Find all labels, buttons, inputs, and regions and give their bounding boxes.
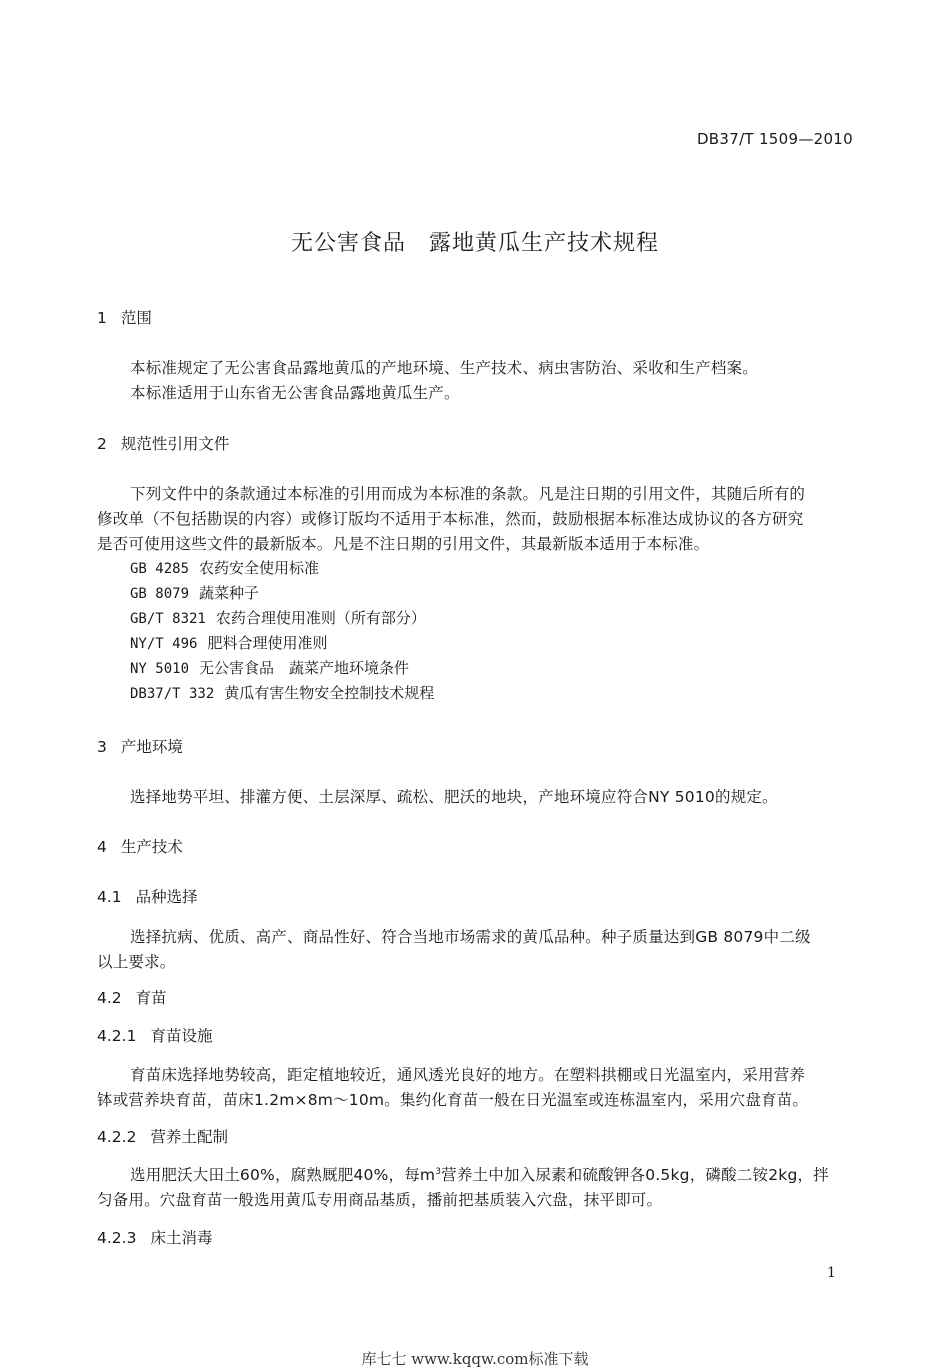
subsection-title: 品种选择 xyxy=(135,888,198,906)
paragraph-line: 钵或营养块育苗，苗床1.2m×8m～10m。集约化育苗一般在日光温室或连栋温室内，采用穴盘育苗。 xyxy=(97,1091,809,1109)
subsection-number: 4.1 xyxy=(97,888,122,906)
subsection-heading xyxy=(97,1024,212,1046)
paragraph-line: 育苗床选择地势较高，距定植地较近，通风透光良好的地方。在塑料拱棚或日光温室内，采用营养 xyxy=(130,1066,806,1084)
reference-name: 肥料合理使用准则 xyxy=(207,634,328,652)
section-number: 3 xyxy=(97,738,107,756)
paragraph-line xyxy=(130,1163,829,1185)
section-heading xyxy=(97,835,183,857)
paragraph: 本标准适用于山东省无公害食品露地黄瓜生产。 xyxy=(130,384,460,402)
section-title: 产地环境 xyxy=(120,738,183,756)
subsection-heading xyxy=(97,1125,228,1147)
paragraph: 选择地势平坦、排灌方便、土层深厚、疏松、肥沃的地块，产地环境应符合NY 5010的规定。 xyxy=(130,788,778,806)
reference-code: GB 4285 xyxy=(130,561,190,577)
subsection-title: 育苗 xyxy=(135,989,167,1007)
subsection-heading xyxy=(97,986,167,1008)
paragraph: 本标准规定了无公害食品露地黄瓜的产地环境、生产技术、病虫害防治、采收和生产档案。 xyxy=(130,359,759,377)
paragraph-line: 选择抗病、优质、高产、商品性好、符合当地市场需求的黄瓜品种。种子质量达到GB 8079中二级 xyxy=(130,928,811,946)
reference-item xyxy=(130,607,426,628)
page-number: 1 xyxy=(827,1265,836,1281)
subsection-heading xyxy=(97,1226,212,1248)
superscript: 3 xyxy=(435,1166,442,1177)
subsection-number: 4.2 xyxy=(97,989,122,1007)
reference-code: DB37/T 332 xyxy=(130,686,215,702)
section-number: 4 xyxy=(97,838,107,856)
reference-name: 黄瓜有害生物安全控制技术规程 xyxy=(224,684,435,702)
reference-code: GB/T 8321 xyxy=(130,611,206,627)
subsection-number: 4.2.3 xyxy=(97,1229,137,1247)
subsection-title: 育苗设施 xyxy=(150,1027,213,1045)
reference-code: NY 5010 xyxy=(130,661,190,677)
subsection-heading xyxy=(97,885,198,907)
footer-watermark: 库七七 www.kqqw.com标准下载 xyxy=(361,1350,589,1368)
section-heading xyxy=(97,735,183,757)
section-number: 1 xyxy=(97,309,107,327)
reference-name: 农药合理使用准则（所有部分） xyxy=(215,609,426,627)
section-heading xyxy=(97,432,229,454)
section-title: 范围 xyxy=(120,309,152,327)
document-code: DB37/T 1509—2010 xyxy=(696,130,853,148)
subsection-title: 床土消毒 xyxy=(150,1229,213,1247)
reference-item xyxy=(130,557,319,578)
reference-name: 农药安全使用标准 xyxy=(199,559,320,577)
text-segment: 选用肥沃大田土60%，腐熟厩肥40%，每m xyxy=(130,1166,436,1184)
paragraph-line: 以上要求。 xyxy=(97,953,176,971)
section-title: 规范性引用文件 xyxy=(120,435,230,453)
subsection-number: 4.2.2 xyxy=(97,1128,137,1146)
section-number: 2 xyxy=(97,435,107,453)
reference-item xyxy=(130,582,259,603)
reference-name: 蔬菜种子 xyxy=(199,584,260,602)
paragraph-line: 下列文件中的条款通过本标准的引用而成为本标准的条款。凡是注日期的引用文件，其随后所有的 xyxy=(130,485,806,503)
paragraph-line: 匀备用。穴盘育苗一般选用黄瓜专用商品基质，播前把基质装入穴盘，抹平即可。 xyxy=(97,1191,663,1209)
reference-item xyxy=(130,657,409,678)
reference-code: GB 8079 xyxy=(130,586,190,602)
reference-code: NY/T 496 xyxy=(130,636,198,652)
document-title: 无公害食品 露地黄瓜生产技术规程 xyxy=(290,231,659,256)
section-title: 生产技术 xyxy=(120,838,183,856)
reference-item xyxy=(130,682,434,703)
subsection-title: 营养土配制 xyxy=(150,1128,228,1146)
paragraph-line: 修改单（不包括勘误的内容）或修订版均不适用于本标准，然而，鼓励根据本标准达成协议的各方研究 xyxy=(97,510,804,528)
subsection-number: 4.2.1 xyxy=(97,1027,137,1045)
reference-name: 无公害食品 蔬菜产地环境条件 xyxy=(199,659,410,677)
reference-item xyxy=(130,632,327,653)
section-heading xyxy=(97,306,152,328)
paragraph-line: 是否可使用这些文件的最新版本。凡是不注日期的引用文件，其最新版本适用于本标准。 xyxy=(97,535,710,553)
text-segment: 营养土中加入尿素和硫酸钾各0.5kg，磷酸二铵2kg，拌 xyxy=(441,1166,829,1184)
